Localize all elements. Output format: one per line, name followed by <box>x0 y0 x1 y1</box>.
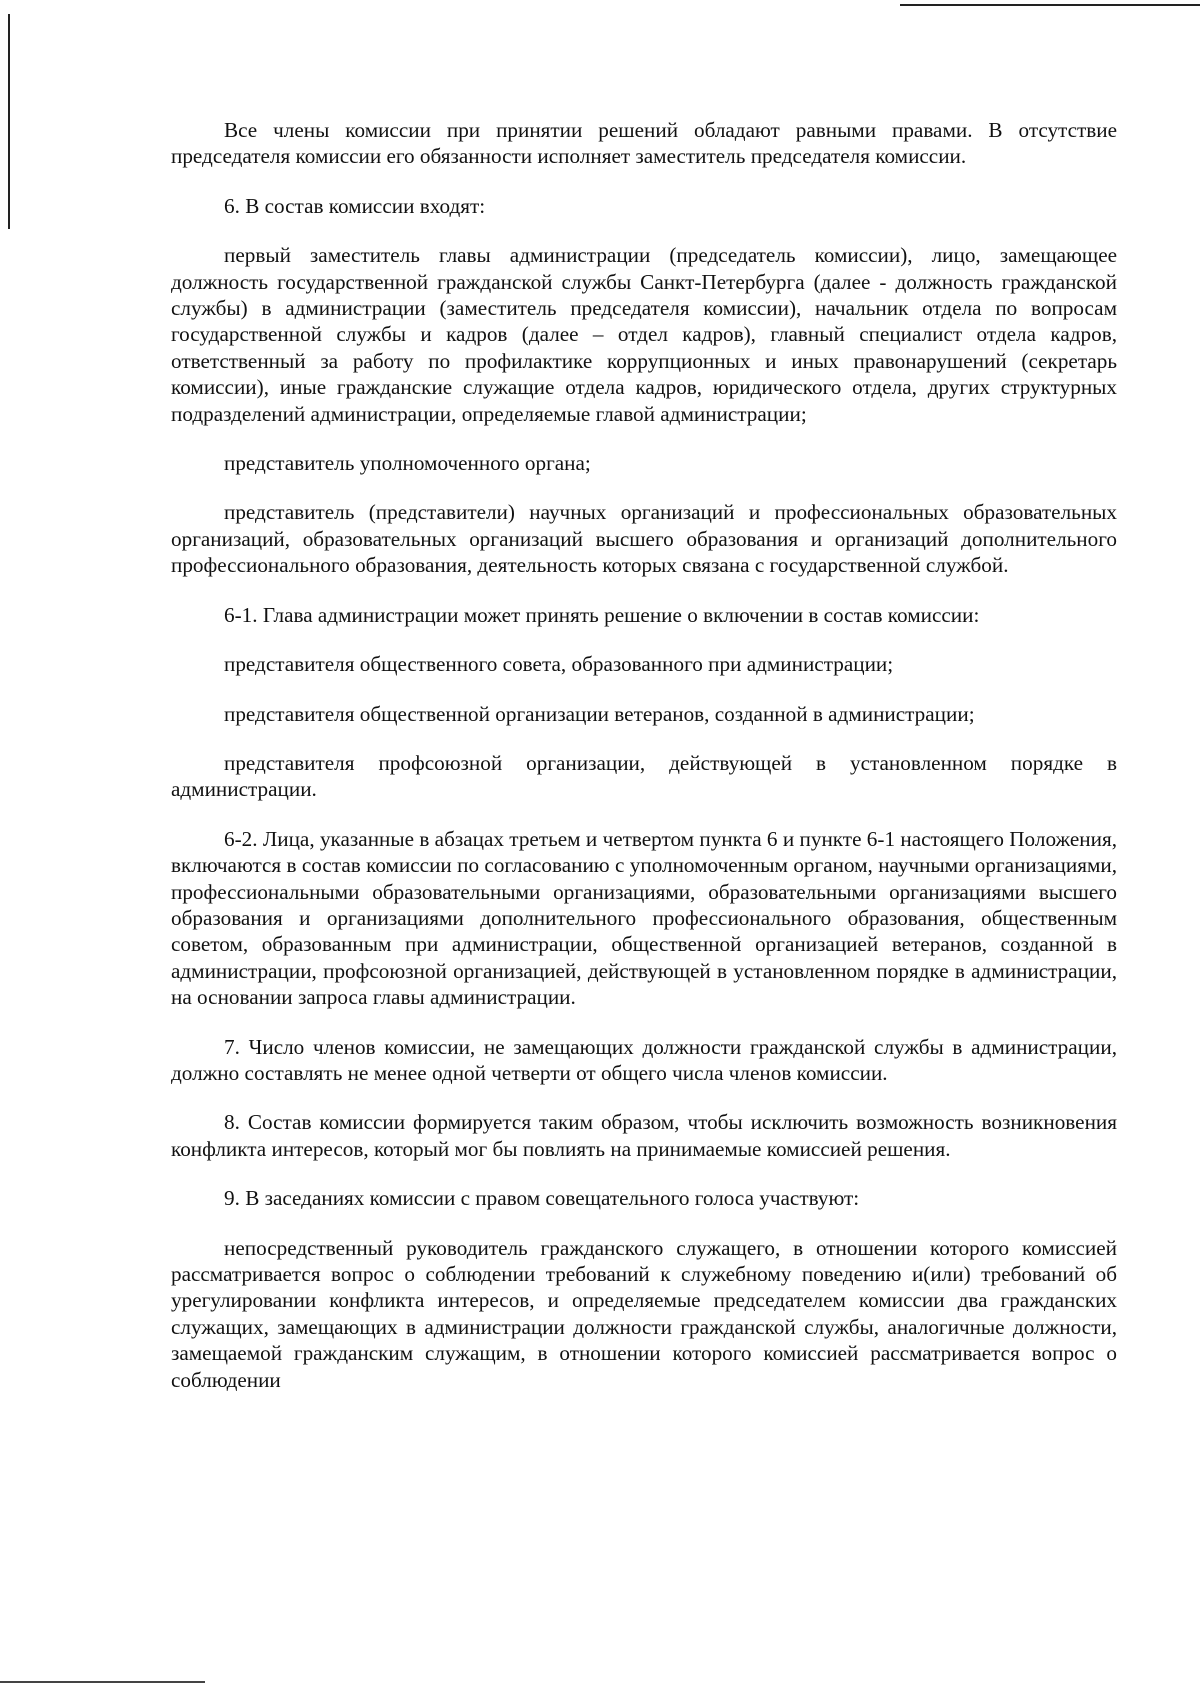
scan-top-rule <box>900 4 1200 6</box>
paragraph-6-2: 6-2. Лица, указанные в абзацах третьем и четвертом пункта 6 и пункте 6-1 настоящего Положения, включаются в состав комиссии по согласованию с уполномоченным органом, научными организациями, профессиональными образовательными организациями, образовательными организациями высшего образования и организациями дополнительного профессионального образования, общественным советом, образованным при администрации, общественной организацией ветеранов, созданной в администрации, профсоюзной организацией, действующей в установленном порядке в администрации, на основании запроса главы администрации. <box>171 826 1117 1010</box>
paragraph-6-scientific-orgs: представитель (представители) научных организаций и профессиональных образовательных организаций, образовательных организаций высшего образования и организаций дополнительного профессионального образования, деятельность которых связана с государственной службой. <box>171 500 1117 578</box>
paragraph-6-1-trade-union: представителя профсоюзной организации, действующей в установленном порядке в администрации. <box>171 750 1117 802</box>
paragraph-8: 8. Состав комиссии формируется таким образом, чтобы исключить возможность возникновения конфликта интересов, который мог бы повлиять на принимаемые комиссией решения. <box>171 1110 1117 1161</box>
paragraph-9-heading: 9. В заседаниях комиссии с правом совещательного голоса участвуют: <box>224 1186 860 1211</box>
paragraph-6-1-veterans: представителя общественной организации ветеранов, созданной в администрации; <box>224 701 975 726</box>
paragraph-equal-rights: Все члены комиссии при принятии решений обладают равными правами. В отсутствие председателя комиссии его обязанности исполняет заместитель председателя комиссии. <box>171 118 1117 169</box>
document-page <box>171 117 1117 1416</box>
scan-left-rule <box>8 14 10 229</box>
paragraph-6-1-public-council: представителя общественного совета, образованного при администрации; <box>224 652 894 677</box>
paragraph-6-authorized-body: представитель уполномоченного органа; <box>224 451 591 476</box>
paragraph-6-composition: первый заместитель главы администрации (председатель комиссии), лицо, замещающее должность государственной гражданской службы Санкт-Петербурга (далее - должность гражданской службы) в администрации (заместитель председателя комиссии), начальник отдела по вопросам государственной службы и кадров (далее – отдел кадров), главный специалист отдела кадров, ответственный за работу по профилактике коррупционных и иных правонарушений (секретарь комиссии), иные гражданские служащие отдела кадров, юридического отдела, других структурных подразделений администрации, определяемые главой администрации; <box>171 243 1117 426</box>
paragraph-6-1-heading: 6-1. Глава администрации может принять решение о включении в состав комиссии: <box>224 602 980 627</box>
paragraph-9-supervisor: непосредственный руководитель гражданского служащего, в отношении которого комиссией рассматривается вопрос о соблюдении требований к служебному поведению и(или) требований об урегулировании конфликта интересов, и определяемые председателем комиссии два гражданских служащих, замещающих в администрации должности гражданской службы, аналогичные должности, замещаемой гражданским служащим, в отношении которого комиссией рассматривается вопрос о соблюдении <box>171 1235 1117 1392</box>
paragraph-7: 7. Число членов комиссии, не замещающих должности гражданской службы в администрации, должно составлять не менее одной четверти от общего числа членов комиссии. <box>171 1034 1117 1085</box>
paragraph-6-heading: 6. В состав комиссии входят: <box>224 193 486 218</box>
scan-bottom-rule <box>0 1681 205 1683</box>
